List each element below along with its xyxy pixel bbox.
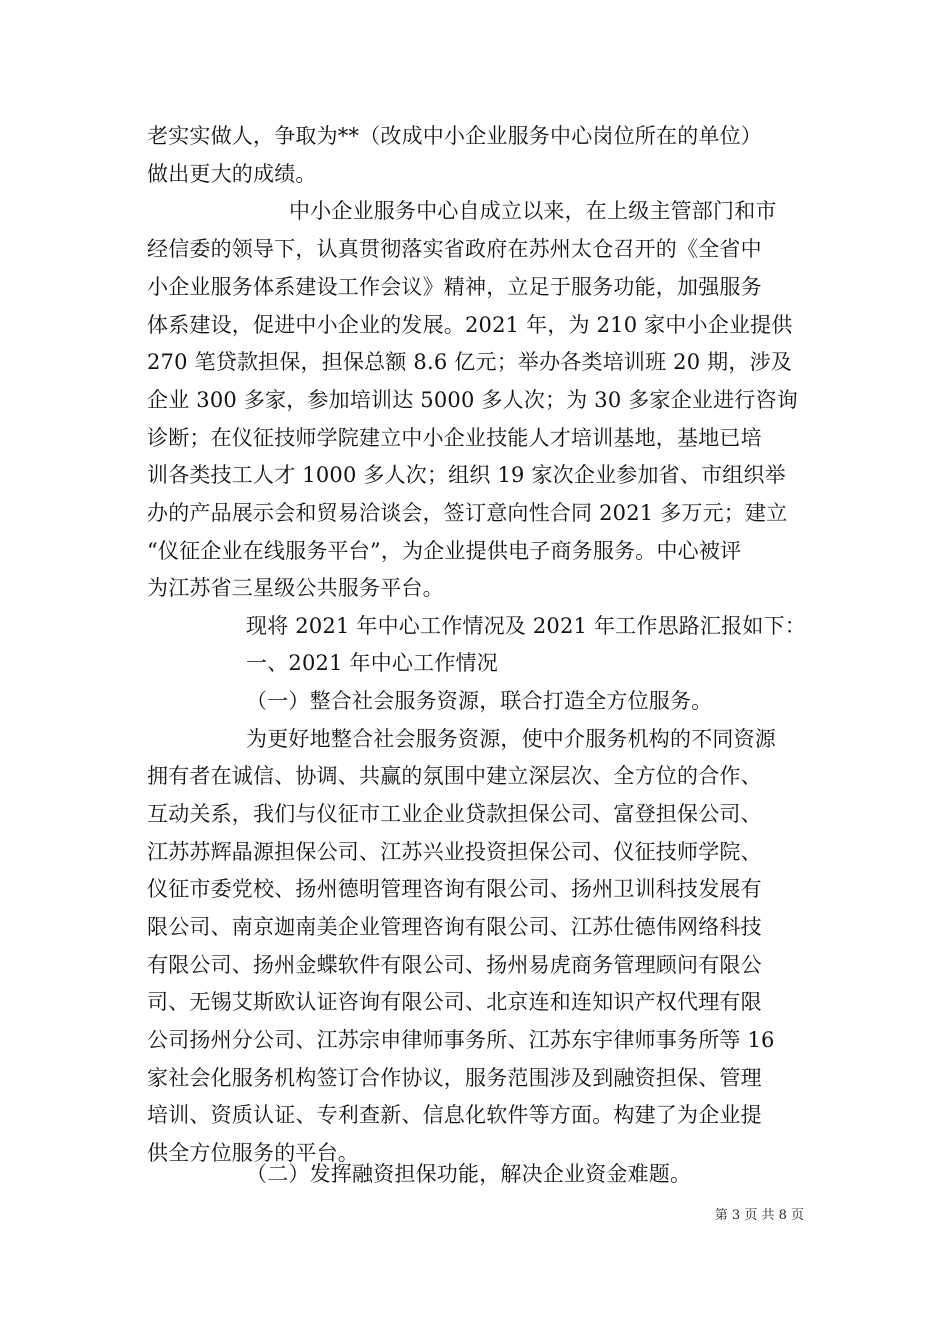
- text-line: 供全方位服务的平台。: [147, 1141, 359, 1165]
- text-line: 仪征市委党校、扬州德明管理咨询有限公司、扬州卫训科技发展有: [147, 877, 762, 901]
- text-line: 为江苏省三星级公共服务平台。: [147, 576, 444, 600]
- text-line: 限公司、南京迦南美企业管理咨询有限公司、江苏仕德伟网络科技: [147, 915, 762, 939]
- text-line: 为更好地整合社会服务资源，使中介服务机构的不同资源: [246, 727, 776, 751]
- section-heading: 一、2021 年中心工作情况: [246, 651, 498, 675]
- text-line: 互动关系，我们与仪征市工业企业贷款担保公司、富登担保公司、: [147, 802, 762, 826]
- text-line: 办的产品展示会和贸易洽谈会，签订意向性合同 2021 多万元；建立: [147, 501, 788, 525]
- text-line: 拥有者在诚信、协调、共赢的氛围中建立深层次、全方位的合作、: [147, 764, 762, 788]
- text-line: 司、无锡艾斯欧认证咨询有限公司、北京连和连知识产权代理有限: [147, 990, 762, 1014]
- subsection-heading: （一）整合社会服务资源，联合打造全方位服务。: [246, 689, 713, 713]
- text-line: 现将 2021 年中心工作情况及 2021 年工作思路汇报如下：: [246, 614, 806, 638]
- text-line: 诊断；在仪征技师学院建立中小企业技能人才培训基地，基地已培: [147, 426, 762, 450]
- text-line: 公司扬州分公司、江苏宗申律师事务所、江苏东宇律师事务所等 16: [147, 1028, 775, 1052]
- text-line: 小企业服务体系建设工作会议》精神，立足于服务功能，加强服务: [147, 275, 762, 299]
- text-line: 培训、资质认证、专利查新、信息化软件等方面。构建了为企业提: [147, 1103, 762, 1127]
- text-line: 体系建设，促进中小企业的发展。2021 年，为 210 家中小企业提供: [147, 313, 793, 337]
- text-line: 训各类技工人才 1000 多人次；组织 19 家次企业参加省、市组织举: [147, 463, 786, 487]
- text-line: 270 笔贷款担保，担保总额 8.6 亿元；举办各类培训班 20 期，涉及: [147, 350, 792, 374]
- text-line: 中小企业服务中心自成立以来，在上级主管部门和市: [289, 199, 777, 223]
- text-line: 经信委的领导下，认真贯彻落实省政府在苏州太仓召开的《全省中: [147, 237, 762, 261]
- text-line: “仪征企业在线服务平台”，为企业提供电子商务服务。中心被评: [147, 539, 742, 563]
- text-line: 有限公司、扬州金蝶软件有限公司、扬州易虎商务管理顾问有限公: [147, 953, 762, 977]
- text-line: 做出更大的成绩。: [147, 162, 317, 186]
- text-line: 家社会化服务机构签订合作协议，服务范围涉及到融资担保、管理: [147, 1066, 762, 1090]
- subsection-heading: （二）发挥融资担保功能，解决企业资金难题。: [246, 1162, 692, 1186]
- text-line: 老实实做人，争取为**（改成中小企业服务中心岗位所在的单位）: [147, 124, 762, 148]
- text-line: 江苏苏辉晶源担保公司、江苏兴业投资担保公司、仪征技师学院、: [147, 840, 762, 864]
- page-footer: 第 3 页 共 8 页: [714, 1208, 804, 1223]
- text-line: 企业 300 多家，参加培训达 5000 多人次；为 30 多家企业进行咨询: [147, 388, 798, 412]
